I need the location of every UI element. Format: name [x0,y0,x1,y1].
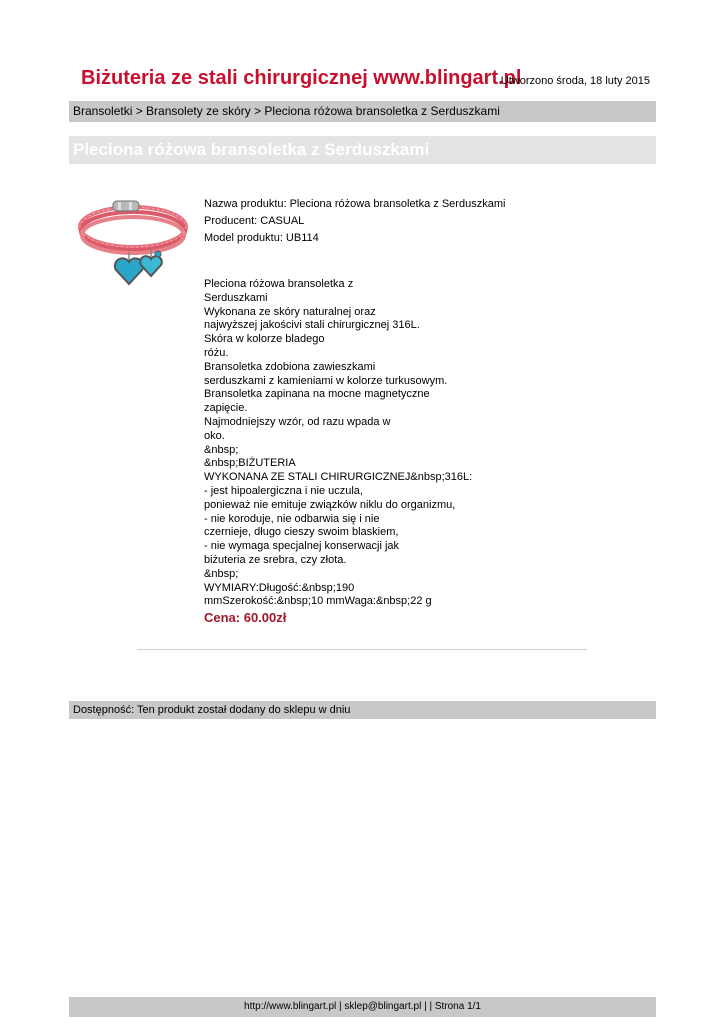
description-line: najwyższej jakościvi stali chirurgicznej 316L. [204,319,420,332]
description-line: WYKONANA ZE STALI CHIRURGICZNEJ&nbsp;316L: [204,471,473,484]
description-line: oko. [204,429,225,442]
page-footer: http://www.blingart.pl | sklep@blingart.pl | | Strona 1/1 [69,997,656,1017]
created-date: Utworzono środa, 18 luty 2015 [500,75,650,87]
description-line: ponieważ nie emituje związków niklu do organizmu, [204,498,456,511]
product-producer: Producent: CASUAL [204,215,305,227]
description-line: - nie koroduje, nie odbarwia się i nie [204,512,380,525]
description-line: &nbsp; [204,567,239,580]
description-line: Bransoletka zapinana na mocne magnetyczne [204,388,430,401]
description-line: czernieje, długo cieszy swoim blaskiem, [204,526,399,539]
product-name: Nazwa produktu: Pleciona różowa bransoletka z Serduszkami [204,198,506,210]
description-line: zapięcie. [204,402,248,415]
availability-bar: Dostępność: Ten produkt został dodany do sklepu w dniu [69,701,656,719]
description-line: serduszkami z kamieniami w kolorze turkusowym. [204,374,448,387]
description-line: Najmodniejszy wzór, od razu wpada w [204,415,391,428]
site-title: Biżuteria ze stali chirurgicznej www.blingart.pl [81,67,522,89]
breadcrumb: Bransoletki > Bransolety ze skóry > Pleciona różowa bransoletka z Serduszkami [69,101,656,122]
description-line: różu. [204,346,229,359]
description-line: Skóra w kolorze bladego [204,333,325,346]
bracelet-illustration [80,201,186,284]
description-line: &nbsp;BIŻUTERIA [204,457,296,470]
description-line: - nie wymaga specjalnej konserwacji jak [204,540,400,553]
divider [137,649,587,650]
description-line: WYMIARY:Długość:&nbsp;190 [204,581,355,594]
description-line: Pleciona różowa bransoletka z [204,278,354,290]
product-heading: Pleciona różowa bransoletka z Serduszkami [69,136,656,164]
product-image [73,192,193,292]
product-description [204,278,504,609]
page-header [69,62,656,102]
description-line: &nbsp; [204,443,239,456]
description-line: Wykonana ze skóry naturalnej oraz [204,305,376,318]
description-line: mmSzerokość:&nbsp;10 mmWaga:&nbsp;22 g [204,595,432,608]
description-line: biżuteria ze srebra, czy złota. [204,553,347,566]
product-price: Cena: 60.00zł [204,610,287,625]
description-line: Bransoletka zdobiona zawieszkami [204,360,376,373]
description-line: - jest hipoalergiczna i nie uczula, [204,484,363,497]
product-model: Model produktu: UB114 [204,232,319,244]
description-line: Serduszkami [204,291,268,304]
product-meta [204,196,505,247]
